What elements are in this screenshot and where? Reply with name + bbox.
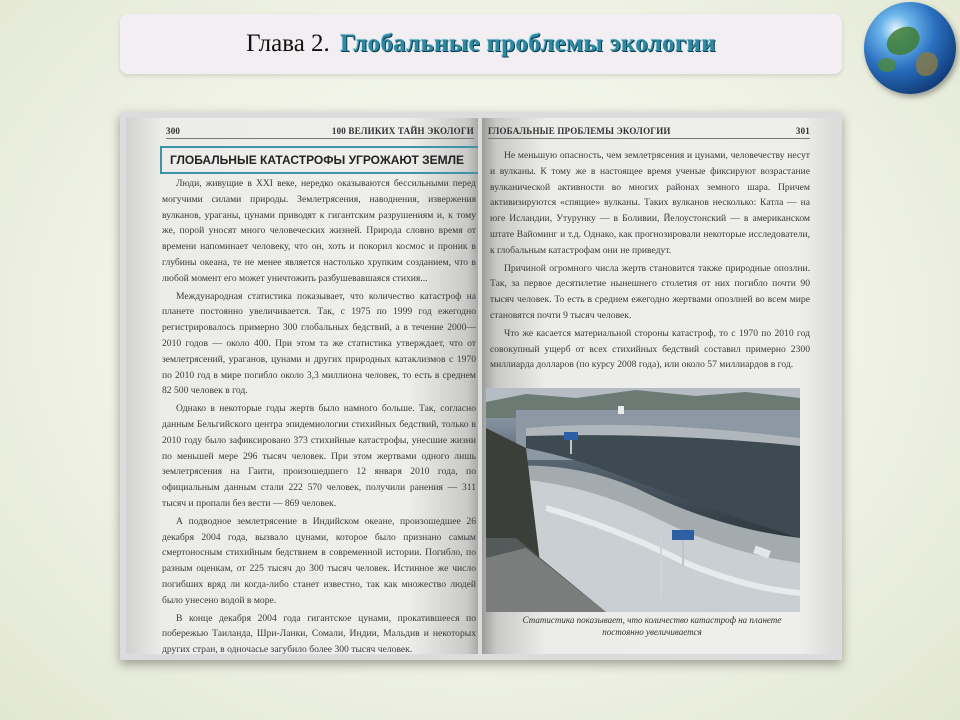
slide-title-prefix: Глава 2. bbox=[246, 30, 330, 57]
paragraph: Что же касается материальной стороны катастроф, то с 1970 по 2010 год совокупный ущерб от всех стихийных бедствий составил примерно 2300 миллиарда долларов (по курсу 2008 года), или около 57 миллиардов в год. bbox=[490, 327, 810, 371]
left-page-text bbox=[162, 176, 476, 654]
paragraph: А подводное землетрясение в Индийском океане, произошедшее 26 декабря 2004 года, вызвало цунами, которое было признано самым смертоносным стихийным бедствием в современной истории. Погибло, по разным оценкам, от 225 тысяч до 300 тысяч человек. Истинное же число погибших вряд ли когда-либо станет известно, так как множество людей было унесено водой в море. bbox=[162, 515, 476, 606]
page-number-left: 300 bbox=[166, 126, 181, 136]
paragraph: Люди, живущие в XXI веке, нередко оказываются бессильными перед могучими силами природы. Землетрясения, наводнения, извержения вулканов, ураганы, цунами приводят к гигантским разрушениям и, к тому же, порой уносят много человеческих жизней. Природа словно время от времени напоминает человеку, что он, хоть и покорил космос и проник в глубины океана, те не менее является настолько хрупким созданием, что в любой момент его может уничтожить разбушевавшаяся стихия... bbox=[162, 178, 476, 284]
running-header-right bbox=[488, 126, 810, 139]
running-head-right: ГЛОБАЛЬНЫЕ ПРОБЛЕМЫ ЭКОЛОГИИ bbox=[488, 126, 671, 136]
paragraph: Международная статистика показывает, что количество катастроф на планете постоянно увеличивается. Так, с 1975 по 1999 год ежегодно регистрировалось примерно 300 глобальных бедствий, а в течение 2000—2010 годов — около 400. При этом та же статистика утверждает, что от землетрясений, ураганов, цунами и других природных катаклизмов с 1970 по 2010 год в мире погибло около 3,3 миллиона человек, то есть в среднем 82 500 человек в год. bbox=[162, 290, 476, 397]
paragraph: Причиной огромного числа жертв становится также природные опозлни. Так, за первое десятилетие нынешнего столетия от них погибло почти 90 тысяч человек. То есть в среднем ежегодно жертвами опозлней во всем мире становятся почти 9 тысяч человек. bbox=[490, 262, 810, 321]
slide-title-bar bbox=[120, 14, 842, 74]
globe-icon bbox=[864, 2, 956, 94]
right-page-text bbox=[490, 148, 810, 373]
running-head-left: 100 ВЕЛИКИХ ТАЙН ЭКОЛОГИ bbox=[331, 126, 474, 136]
section-title-text: ГЛОБАЛЬНЫЕ КАТАСТРОФЫ УГРОЖАЮТ ЗЕМЛЕ bbox=[170, 153, 465, 167]
open-book-image bbox=[120, 112, 842, 660]
running-header-left bbox=[166, 126, 474, 139]
slide-title-accent: Глобальные проблемы экологии bbox=[339, 30, 716, 57]
photo-caption: Статистика показывает, что количество катастроф на планете постоянно увеличивается bbox=[522, 615, 782, 637]
tsunami-photo bbox=[486, 388, 800, 612]
paragraph: В конце декабря 2004 года гигантское цунами, прокатившееся по побережью Таиланда, Шри-Ланки, Сомали, Индии, Мальдив и некоторых других стран, в одночасье загубило более 300 тысяч человек. bbox=[162, 612, 476, 654]
paragraph: Не меньшую опасность, чем землетрясения и цунами, человечеству несут и вулканы. К тому же в настоящее время ученые фиксируют возрастание вулканической активности во многих районах земного шара. Причем активизируются «спящие» вулканы. Таких вулканов несколько: Катла — на юге Исландии, Утурунку — в Боливии, Йелоустонский — в американском штате Вайоминг и т.д. Однако, как прогнозировали некоторые исследователи, к глобальным катастрофам они не приведут. bbox=[490, 150, 810, 256]
paragraph: Однако в некоторые годы жертв было намного больше. Так, согласно данным Бельгийского центра эпидемиологии стихийных бедствий, только в 2010 году было зафиксировано 373 стихийные катастрофы, унесшие жизни по меньшей мере 296 тысяч человек. При этом жертвами одного лишь землетрясения на Гаити, произошедшего 12 января 2010 года, по официальным данным стали 222 570 человек, получили ранения — 311 тысяч и пропали без вести — 869 человек. bbox=[162, 403, 476, 509]
section-title-highlighted bbox=[160, 146, 478, 174]
book-page-left bbox=[126, 118, 478, 654]
page-number-right: 301 bbox=[795, 126, 810, 136]
book-page-right bbox=[482, 118, 836, 654]
tsunami-photo-illustration bbox=[486, 388, 800, 612]
